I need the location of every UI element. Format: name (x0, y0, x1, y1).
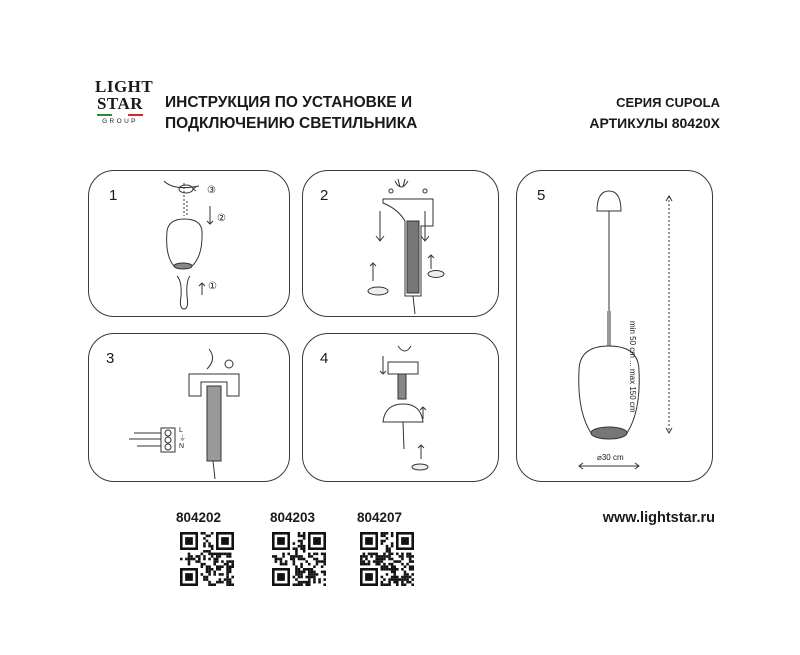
website-link[interactable]: www.lightstar.ru (602, 510, 715, 526)
terminal-l: L (179, 427, 183, 434)
flag-stripe-green (97, 114, 112, 116)
step-4-diagram (303, 334, 498, 481)
product-code-2: 804203 (270, 510, 316, 525)
step-3-number: 3 (106, 350, 115, 367)
title-line-1: ИНСТРУКЦИЯ ПО УСТАНОВКЕ И (165, 94, 413, 111)
article-numbers: АРТИКУЛЫ 80420X (589, 115, 720, 131)
qr-code-804202 (180, 532, 234, 586)
step-5-number: 5 (537, 187, 546, 204)
flag-stripe-red (128, 114, 143, 116)
page-title (165, 92, 495, 134)
step-4-panel (302, 333, 499, 482)
qr-code-804207 (360, 532, 414, 586)
terminal-labels (179, 427, 186, 451)
step-1-diagram (89, 171, 289, 316)
step-5-panel (516, 170, 713, 482)
brand-logo (95, 77, 154, 138)
step-1-marker-1: ① (208, 281, 217, 292)
step-3-panel (88, 333, 290, 482)
step-1-panel (88, 170, 290, 317)
step-1-marker-2: ② (217, 213, 226, 224)
step-2-diagram (303, 171, 498, 316)
logo-flag (97, 114, 143, 116)
title-line-2: ПОДКЛЮЧЕНИЮ СВЕТИЛЬНИКА (165, 115, 418, 132)
diameter-label: ⌀30 cm (597, 453, 624, 462)
step-1-number: 1 (109, 187, 118, 204)
terminal-n: N (179, 443, 185, 450)
series-info (540, 92, 720, 134)
logo-line-2: STAR (96, 94, 144, 113)
step-1-marker-3: ③ (207, 185, 216, 196)
step-2-number: 2 (320, 187, 329, 204)
step-5-diagram (517, 171, 712, 481)
series-name: СЕРИЯ CUPOLA (616, 95, 720, 110)
step-2-panel (302, 170, 499, 317)
product-code-1: 804202 (176, 510, 222, 525)
qr-code-804203 (272, 532, 326, 586)
flag-stripe-white (112, 114, 127, 116)
step-3-diagram (89, 334, 289, 481)
logo-line-1: LIGHT (95, 77, 154, 96)
terminal-ground: ⏚ (179, 435, 186, 442)
product-code-3: 804207 (357, 510, 403, 525)
logo-line-3: GROUP (102, 118, 138, 125)
height-adjustment-label: min 50 cm ... max 150 cm (628, 321, 637, 413)
step-4-number: 4 (320, 350, 329, 367)
